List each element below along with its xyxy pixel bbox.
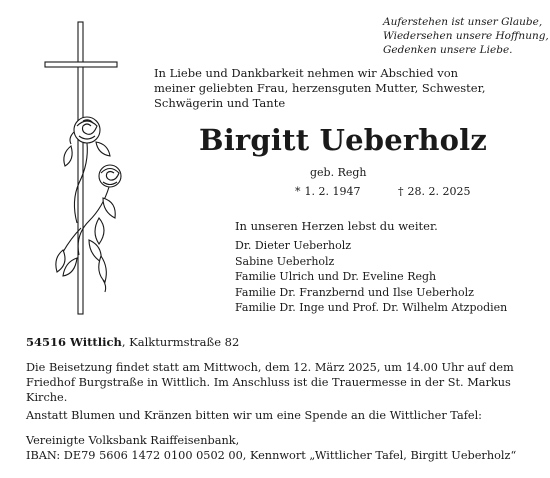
funeral-line: Friedhof Burgstraße in Wittlich. Im Anschluss ist die Trauermesse in der St. Markus [26,376,511,389]
mourning-address [26,335,239,349]
rose-icon [70,117,100,144]
donation-request: Anstatt Blumen und Kränzen bitten wir um eine Spende an die Wittlicher Tafel: [26,409,482,422]
funeral-line: Kirche. [26,391,68,404]
funeral-details [26,360,546,405]
address-street: , Kalkturmstraße 82 [121,335,240,349]
bank-name: Vereinigte Volksbank Raiffeisenbank, [26,434,240,447]
farewell-intro [154,66,484,111]
death-date-value: 28. 2. 2025 [407,185,471,198]
mourner-entry: Dr. Dieter Ueberholz [235,239,352,252]
motto-line: Gedenken unsere Liebe. [383,44,513,56]
mourner-entry: Sabine Ueberholz [235,254,335,268]
mourner-entry: Familie Ulrich und Dr. Eveline Regh [235,270,437,283]
intro-line: Schwägerin und Tante [154,96,286,110]
birth-symbol: * [295,185,301,198]
motto-line: Auferstehen ist unser Glaube, [383,16,543,28]
bank-details [26,433,516,463]
motto-line: Wiedersehen unsere Hoffnung, [383,30,549,42]
intro-line: In Liebe und Dankbarkeit nehmen wir Abschied von [154,66,459,80]
death-symbol: † [398,185,404,198]
obituary-notice [13,0,549,478]
cross-with-roses-icon [41,18,151,316]
funeral-line: Die Beisetzung findet statt am Mittwoch, dem 12. März 2025, um 14.00 Uhr auf dem [26,361,514,374]
birth-date [295,185,360,198]
deceased-name: Birgitt Ueberholz [199,123,488,157]
intro-line: meiner geliebten Frau, herzensguten Mutter, Schwester, [154,81,486,95]
birth-date-value: 1. 2. 1947 [304,185,361,198]
mourner-entry: Familie Dr. Franzbernd und Ilse Ueberholz [235,285,474,299]
mourners-list [235,238,507,316]
rose-icon [99,165,121,187]
bank-iban: IBAN: DE79 5606 1472 0100 0502 00, Kennwort „Wittlicher Tafel, Birgitt Ueberholz“ [26,449,517,462]
motto-verse [383,15,549,57]
maiden-name: geb. Regh [310,166,367,179]
closing-line: In unseren Herzen lebst du weiter. [235,219,438,233]
mourner-entry: Familie Dr. Inge und Prof. Dr. Wilhelm Atzpodien [235,301,508,314]
address-zip-city: 54516 Wittlich [26,335,122,349]
death-date [398,185,470,198]
